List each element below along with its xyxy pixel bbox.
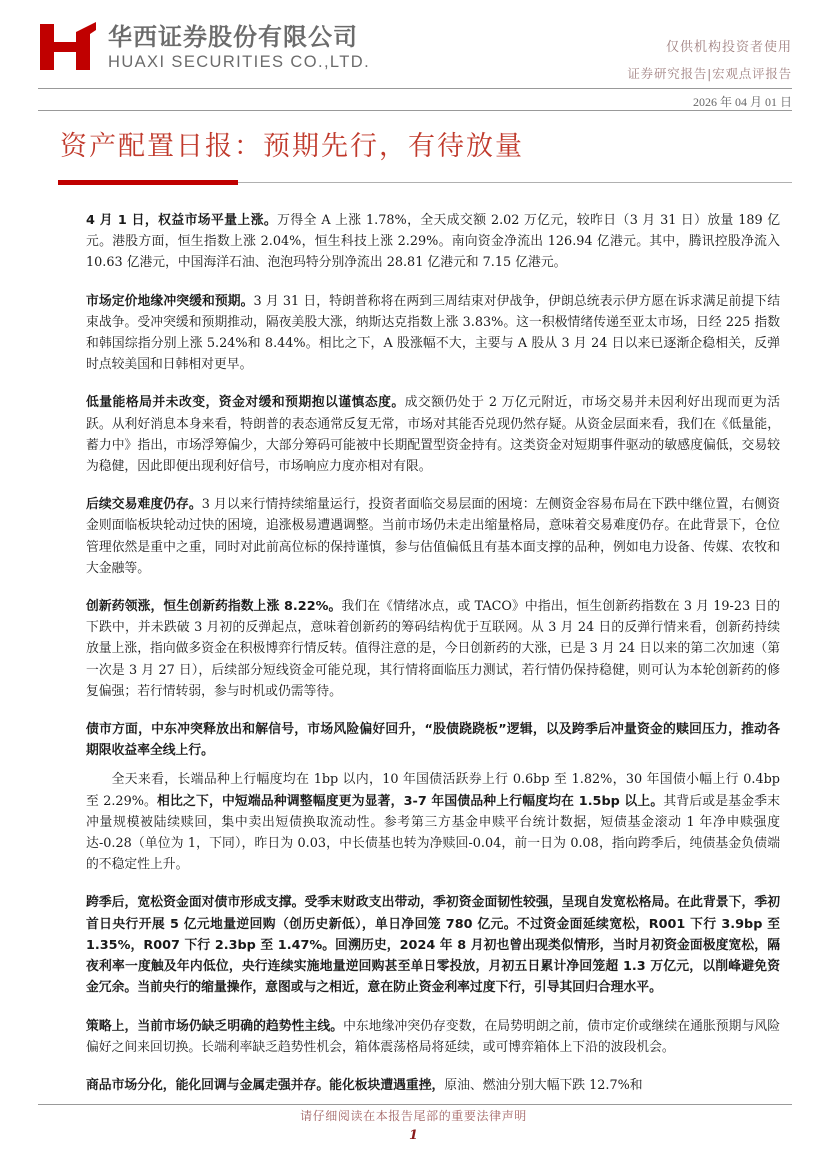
- company-name-cn: 华西证券股份有限公司: [108, 23, 358, 51]
- paragraph: [86, 210, 780, 274]
- paragraph-text: 我们在《情绪冰点，或 TACO》中指出，恒生创新药指数在 3 月 19-23 日的下跌中，并未跌破 3 月初的反弹起点，意味着创新药的筹码结构优于互联网。从 3 月 24 日的反弹行情来看，创新药持续放量上涨，指向做多资金在积极博弈行情反转。值得注意的是，今日创新药的大涨，已是 3 月 24 日以来的第二次加速（第一次是 3 月 27 日），后续部分短线资金可能兑现，其行情将面临压力测试，若行情仍保持稳健，则可认为本轮创新药的修复偏强；若行情转弱，参与时机或仍需等待。: [86, 599, 780, 699]
- paragraph-lead: 创新药领涨，恒生创新药指数上涨 8.22%。: [86, 599, 342, 615]
- logo-right-bar: [76, 32, 90, 70]
- header-divider-bottom: [38, 110, 792, 111]
- report-title: 资产配置日报：预期先行，有待放量: [60, 131, 524, 162]
- paragraph-lead: 商品市场分化，能化回调与金属走强并存。能化板块遭遇重挫，: [86, 1077, 445, 1093]
- paragraph-text: 中东地缘冲突仍存变数，在局势明朗之前，债市定价或继续在通胀预期与风险偏好之间来回切换。长端利率缺乏趋势性机会，箱体震荡格局将延续，或可博弈箱体上下沿的波段机会。: [86, 1018, 781, 1055]
- title-rule: [238, 182, 792, 183]
- logo-left-bar: [40, 24, 54, 70]
- huaxi-logo: [38, 22, 100, 72]
- paragraph: [86, 769, 780, 875]
- paragraph: [86, 1016, 780, 1058]
- paragraph: [86, 291, 780, 376]
- logo-flag: [76, 22, 96, 34]
- logo-cross-bar: [54, 42, 76, 52]
- header-divider-top: [38, 88, 792, 89]
- company-name-block: [108, 22, 370, 72]
- paragraph-lead: 后续交易难度仍存。: [86, 497, 202, 513]
- report-type: 证券研究报告|宏观点评报告: [627, 66, 792, 81]
- paragraph-lead: 4 月 1 日，权益市场平量上涨。: [86, 213, 278, 228]
- paragraph: [86, 719, 780, 761]
- paragraph-emphasis: 相比之下，中短端品种调整幅度更为显著，3-7 年国债品种上行幅度均在 1.5bp 以上。: [157, 793, 664, 809]
- paragraph-text: 3 月以来行情持续缩量运行，投资者面临交易层面的困境：左侧资金容易布局在下跌中继位置，右侧资金则面临板块轮动过快的困境，追涨极易遭遇调整。当前市场仍未走出缩量格局，意味着交易难度仍存。在此背景下，仓位管理依然是重中之重，同时对此前高位标的保持谨慎，参与估值偏低且有基本面支撑的品种，例如电力设备、传媒、农牧和大金融等。: [86, 497, 780, 576]
- paragraph: [86, 494, 780, 579]
- paragraph-text: 3 月 31 日，特朗普称将在两到三周结束对伊战争，伊朗总统表示伊方愿在诉求满足前提下结束战争。受冲突缓和预期推动，隔夜美股大涨，纳斯达克指数上涨 3.83%。这一积极情绪传递至亚太市场，日经 225 指数和韩国综指分别上涨 5.24%和 8.44%。相比之下，A 股涨幅不大，主要与 A 股从 3 月 24 日以来已逐渐企稳相关，反弹时点较美国和日韩相对更早。: [86, 293, 781, 373]
- paragraph: [86, 1075, 780, 1096]
- paragraph-text: 其背后或是基金季末冲量规模被陆续赎回，集中卖出短债换取流动性。参考第三方基金申赎平台统计数据，短债基金滚动 1 年净申赎强度达-0.28（单位为 1，下同），昨日为 0.03，中长债基也转为净赎回-0.04，前一日为 0.08，指向跨季后，纯债基金负债端的不稳定性上升。: [86, 793, 780, 873]
- paragraph: [86, 892, 780, 998]
- paragraph-text: 万得全 A 上涨 1.78%，全天成交额 2.02 万亿元，较昨日（3 月 31 日）放量 189 亿元。港股方面，恒生指数上涨 2.04%，恒生科技上涨 2.29%。南向资金净流出 126.94 亿港元。其中，腾讯控股净流入 10.63 亿港元，中国海洋石油、泡泡玛特分别净流出 28.81 亿港元和 7.15 亿港元。: [86, 213, 780, 271]
- paragraph: [86, 392, 780, 477]
- company-name-en: HUAXI SECURITIES CO.,LTD.: [108, 53, 371, 71]
- title-accent-bar: [58, 180, 238, 185]
- paragraph-lead: 跨季后，宽松资金面对债市形成支撑。受季末财政支出带动，季初资金面韧性较强，呈现自发宽松格局。在此背景下，季初首日央行开展 5 亿元地量逆回购（创历史新低），单日净回笼 780 亿元。不过资金面延续宽松，R001 下行 3.9bp 至 1.35%，R007 下行 2.3bp 至 1.47%。回溯历史，2024 年 8 月初也曾出现类似情形，当时月初资金面极度宽松，隔夜利率一度触及年内低位，央行连续实施地量逆回购甚至单日零投放，月初五日累计净回笼超 1.3 万亿元，以削峰避免资金冗余。当前央行的缩量操作，意图或与之相近，意在防止资金利率过度下行，引导其回归合理水平。: [86, 895, 780, 996]
- paragraph-lead: 策略上，当前市场仍缺乏明确的趋势性主线。: [86, 1018, 344, 1034]
- legal-disclaimer: 请仔细阅读在本报告尾部的重要法律声明: [300, 1109, 527, 1123]
- paragraph: [86, 596, 780, 702]
- paragraph-lead: 市场定价地缘冲突缓和预期。: [86, 293, 254, 309]
- report-date: 2026 年 04 月 01 日: [692, 95, 792, 109]
- paragraph-text: 成交额仍处于 2 万亿元附近，市场交易并未因利好出现而更为活跃。从利好消息本身来看，特朗普的表态通常反复无常，市场对其能否兑现仍然存疑。从资金层面来看，我们在《低量能，蓄力中》指出，市场浮筹偏少，大部分筹码可能被中长期配置型资金持有。这类资金对短期事件驱动的敏感度偏低，交易较为稳健，因此即便出现利好信号，市场响应力度亦相对有限。: [86, 395, 780, 475]
- paragraph-lead: 债市方面，中东冲突释放出和解信号，市场风险偏好回升，“股债跷跷板”逻辑，以及跨季后冲量资金的赎回压力，推动各期限收益率全线上行。: [86, 722, 780, 759]
- paragraph-lead: 低量能格局并未改变，资金对缓和预期抱以谨慎态度。: [86, 395, 405, 411]
- audience-note: 仅供机构投资者使用: [665, 40, 792, 55]
- page-number: 1: [408, 1128, 419, 1143]
- paragraph-text: 原油、燃油分别大幅下跌 12.7%和: [444, 1077, 643, 1093]
- footer-divider: [38, 1104, 792, 1105]
- report-body: [86, 210, 780, 1113]
- paragraph-text: 全天来看，长端品种上行幅度均在 1bp 以内，10 年国债活跃券上行 0.6bp 至 1.82%，30 年国债小幅上行 0.4bp 至 2.29%。: [86, 772, 780, 809]
